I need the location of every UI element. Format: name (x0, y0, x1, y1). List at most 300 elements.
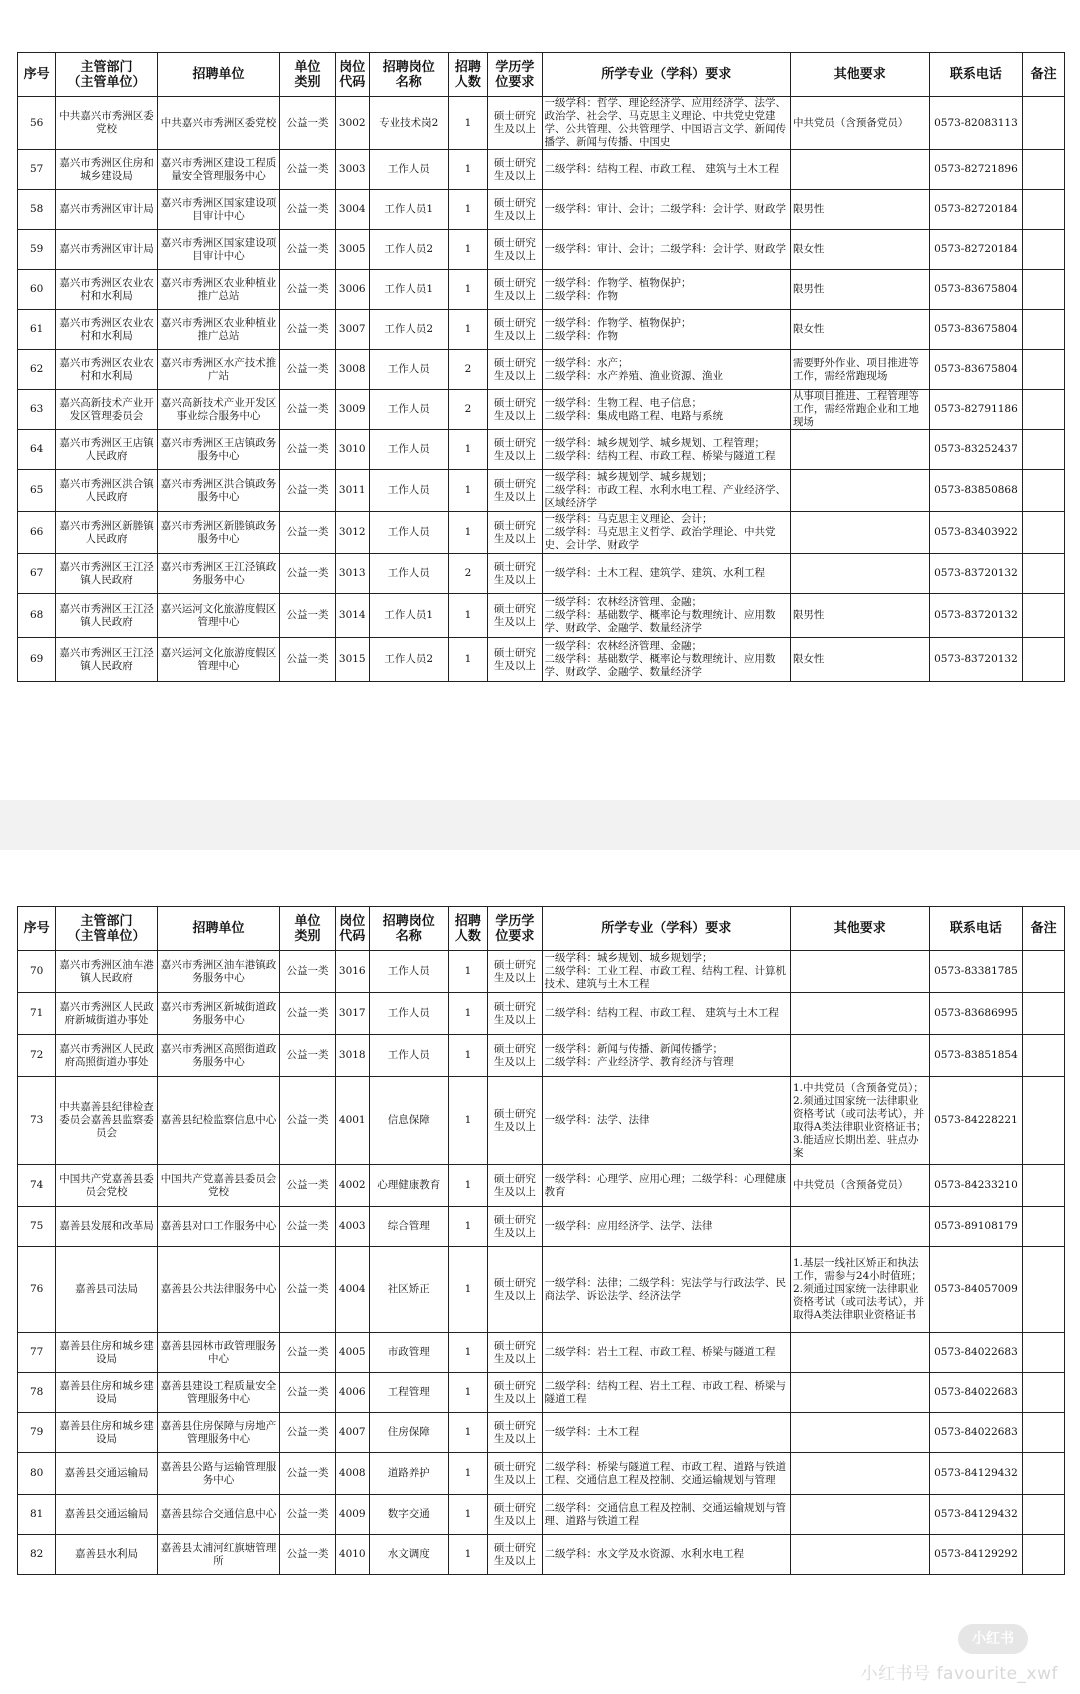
cell-post: 工作人员2 (369, 310, 448, 350)
cell-dept: 嘉兴市秀洲区油车港镇人民政府 (56, 951, 157, 993)
cell-unit: 嘉兴高新技术产业开发区事业综合服务中心 (157, 390, 280, 430)
cell-num: 1 (448, 190, 487, 230)
cell-phone: 0573-84129292 (929, 1535, 1023, 1575)
cell-phone: 0573-82083113 (929, 97, 1023, 150)
cell-major: 一级学科：水产； 二级学科：水产养殖、渔业资源、渔业 (542, 350, 790, 390)
cell-post: 工作人员 (369, 350, 448, 390)
cell-unit: 嘉兴市秀洲区新塍镇政务服务中心 (157, 512, 280, 554)
cell-edu: 硕士研究生及以上 (488, 470, 542, 512)
table-row (18, 390, 1065, 430)
cell-post: 工作人员 (369, 470, 448, 512)
cell-major: 一级学科：作物学、植物保护； 二级学科：作物 (542, 310, 790, 350)
cell-type: 公益一类 (280, 310, 335, 350)
table-row (18, 1535, 1065, 1575)
cell-seq: 68 (18, 594, 56, 638)
cell-dept: 嘉兴市秀洲区王江泾镇人民政府 (56, 594, 157, 638)
table-row (18, 512, 1065, 554)
cell-num: 1 (448, 594, 487, 638)
cell-type: 公益一类 (280, 150, 335, 190)
cell-code: 4005 (335, 1333, 369, 1373)
table-header-row (18, 907, 1065, 951)
col-num-header: 招聘 人数 (448, 53, 487, 97)
cell-seq: 62 (18, 350, 56, 390)
cell-note (1023, 1453, 1065, 1495)
cell-code: 3013 (335, 554, 369, 594)
cell-post: 工作人员1 (369, 270, 448, 310)
cell-phone: 0573-82720184 (929, 190, 1023, 230)
cell-post: 综合管理 (369, 1207, 448, 1247)
cell-edu: 硕士研究生及以上 (488, 270, 542, 310)
cell-dept: 嘉兴市秀洲区农业农村和水利局 (56, 310, 157, 350)
cell-phone: 0573-83675804 (929, 310, 1023, 350)
cell-seq: 56 (18, 97, 56, 150)
cell-note (1023, 638, 1065, 682)
cell-other: 限女性 (790, 230, 929, 270)
cell-type: 公益一类 (280, 230, 335, 270)
cell-major: 一级学科：新闻与传播、新闻传播学； 二级学科：产业经济学、教育经济与管理 (542, 1035, 790, 1077)
cell-edu: 硕士研究生及以上 (488, 1373, 542, 1413)
cell-note (1023, 470, 1065, 512)
cell-dept: 嘉善县交通运输局 (56, 1495, 157, 1535)
table-row (18, 1413, 1065, 1453)
cell-unit: 嘉兴运河文化旅游度假区管理中心 (157, 638, 280, 682)
cell-num: 1 (448, 1495, 487, 1535)
col-type-header: 单位 类别 (280, 907, 335, 951)
cell-dept: 嘉兴市秀洲区住房和城乡建设局 (56, 150, 157, 190)
table-row (18, 1247, 1065, 1333)
table-row (18, 1373, 1065, 1413)
cell-dept: 嘉善县司法局 (56, 1247, 157, 1333)
cell-dept: 嘉善县住房和城乡建设局 (56, 1373, 157, 1413)
cell-dept: 嘉兴市秀洲区新塍镇人民政府 (56, 512, 157, 554)
cell-code: 3002 (335, 97, 369, 150)
cell-note (1023, 1247, 1065, 1333)
cell-num: 1 (448, 1207, 487, 1247)
cell-major: 一级学科：生物工程、电子信息； 二级学科：集成电路工程、电路与系统 (542, 390, 790, 430)
cell-code: 3007 (335, 310, 369, 350)
cell-edu: 硕士研究生及以上 (488, 1535, 542, 1575)
cell-num: 1 (448, 230, 487, 270)
cell-post: 工程管理 (369, 1373, 448, 1413)
cell-phone: 0573-83252437 (929, 430, 1023, 470)
cell-other (790, 993, 929, 1035)
cell-note (1023, 1333, 1065, 1373)
cell-other: 限男性 (790, 594, 929, 638)
cell-num: 1 (448, 310, 487, 350)
cell-code: 4003 (335, 1207, 369, 1247)
cell-seq: 57 (18, 150, 56, 190)
cell-unit: 嘉兴市秀洲区洪合镇政务服务中心 (157, 470, 280, 512)
cell-type: 公益一类 (280, 638, 335, 682)
cell-unit: 嘉善县对口工作服务中心 (157, 1207, 280, 1247)
cell-post: 住房保障 (369, 1413, 448, 1453)
cell-note (1023, 190, 1065, 230)
cell-major: 一级学科：城乡规划学、城乡规划； 二级学科：市政工程、水利水电工程、产业经济学、区域经济学 (542, 470, 790, 512)
cell-edu: 硕士研究生及以上 (488, 350, 542, 390)
cell-phone: 0573-83720132 (929, 554, 1023, 594)
cell-phone: 0573-83851854 (929, 1035, 1023, 1077)
cell-dept: 嘉兴市秀洲区人民政府高照街道办事处 (56, 1035, 157, 1077)
table-row (18, 1495, 1065, 1535)
cell-other (790, 512, 929, 554)
cell-seq: 80 (18, 1453, 56, 1495)
cell-note (1023, 594, 1065, 638)
cell-type: 公益一类 (280, 97, 335, 150)
cell-post: 工作人员1 (369, 190, 448, 230)
cell-major: 二级学科：结构工程、岩土工程、市政工程、桥梁与隧道工程 (542, 1373, 790, 1413)
cell-major: 一级学科：法学、法律 (542, 1077, 790, 1165)
col-major-header: 所学专业（学科）要求 (542, 907, 790, 951)
table-row (18, 1453, 1065, 1495)
cell-major: 一级学科：法律；二级学科：宪法学与行政法学、民商法学、诉讼法学、经济法学 (542, 1247, 790, 1333)
cell-edu: 硕士研究生及以上 (488, 1413, 542, 1453)
cell-other (790, 1495, 929, 1535)
cell-edu: 硕士研究生及以上 (488, 1165, 542, 1207)
col-phone-header: 联系电话 (929, 907, 1023, 951)
cell-type: 公益一类 (280, 554, 335, 594)
cell-unit: 嘉兴市秀洲区水产技术推广站 (157, 350, 280, 390)
cell-type: 公益一类 (280, 270, 335, 310)
cell-major: 一级学科：哲学、理论经济学、应用经济学、法学、政治学、社会学、马克思主义理论、中共党史党建学、公共管理、公共管理学、中国语言文学、新闻传播学、新闻与传播、中国史 (542, 97, 790, 150)
cell-unit: 嘉善县综合交通信息中心 (157, 1495, 280, 1535)
cell-seq: 75 (18, 1207, 56, 1247)
cell-dept: 中共嘉善县纪律检查委员会嘉善县监察委员会 (56, 1077, 157, 1165)
cell-num: 1 (448, 1247, 487, 1333)
cell-post: 工作人员2 (369, 638, 448, 682)
cell-seq: 73 (18, 1077, 56, 1165)
cell-seq: 82 (18, 1535, 56, 1575)
cell-seq: 78 (18, 1373, 56, 1413)
cell-code: 3003 (335, 150, 369, 190)
cell-code: 3017 (335, 993, 369, 1035)
cell-num: 1 (448, 150, 487, 190)
cell-unit: 嘉善县纪检监察信息中心 (157, 1077, 280, 1165)
cell-unit: 嘉兴运河文化旅游度假区管理中心 (157, 594, 280, 638)
cell-post: 心理健康教育 (369, 1165, 448, 1207)
cell-code: 4006 (335, 1373, 369, 1413)
cell-other (790, 1035, 929, 1077)
cell-code: 3015 (335, 638, 369, 682)
cell-edu: 硕士研究生及以上 (488, 390, 542, 430)
cell-phone: 0573-83675804 (929, 350, 1023, 390)
cell-other (790, 1413, 929, 1453)
cell-phone: 0573-82721896 (929, 150, 1023, 190)
cell-unit: 中国共产党嘉善县委员会党校 (157, 1165, 280, 1207)
cell-other: 中共党员（含预备党员） (790, 1165, 929, 1207)
cell-unit: 嘉兴市秀洲区农业种植业推广总站 (157, 310, 280, 350)
cell-note (1023, 270, 1065, 310)
cell-note (1023, 150, 1065, 190)
cell-code: 3011 (335, 470, 369, 512)
cell-phone: 0573-83403922 (929, 512, 1023, 554)
cell-unit: 嘉善县公共法律服务中心 (157, 1247, 280, 1333)
cell-post: 道路养护 (369, 1453, 448, 1495)
cell-major: 一级学科：审计、会计；二级学科：会计学、财政学 (542, 190, 790, 230)
cell-major: 一级学科：审计、会计；二级学科：会计学、财政学 (542, 230, 790, 270)
cell-post: 工作人员2 (369, 230, 448, 270)
cell-num: 1 (448, 512, 487, 554)
cell-post: 工作人员 (369, 430, 448, 470)
recruitment-table-2 (17, 906, 1065, 1575)
cell-note (1023, 993, 1065, 1035)
cell-seq: 60 (18, 270, 56, 310)
cell-code: 4001 (335, 1077, 369, 1165)
col-unit-header: 招聘单位 (157, 53, 280, 97)
cell-dept: 嘉兴高新技术产业开发区管理委员会 (56, 390, 157, 430)
cell-other (790, 1207, 929, 1247)
cell-seq: 76 (18, 1247, 56, 1333)
cell-code: 3016 (335, 951, 369, 993)
cell-code: 3004 (335, 190, 369, 230)
cell-other (790, 430, 929, 470)
cell-other: 中共党员（含预备党员） (790, 97, 929, 150)
cell-unit: 嘉善县公路与运输管理服务中心 (157, 1453, 280, 1495)
cell-edu: 硕士研究生及以上 (488, 1247, 542, 1333)
table-row (18, 1333, 1065, 1373)
cell-num: 1 (448, 1077, 487, 1165)
cell-type: 公益一类 (280, 1535, 335, 1575)
cell-type: 公益一类 (280, 1373, 335, 1413)
table-header-row (18, 53, 1065, 97)
cell-unit: 嘉兴市秀洲区建设工程质量安全管理服务中心 (157, 150, 280, 190)
table-row (18, 470, 1065, 512)
cell-note (1023, 1373, 1065, 1413)
cell-type: 公益一类 (280, 951, 335, 993)
cell-edu: 硕士研究生及以上 (488, 1077, 542, 1165)
cell-seq: 59 (18, 230, 56, 270)
cell-unit: 嘉兴市秀洲区王江泾镇政务服务中心 (157, 554, 280, 594)
cell-dept: 嘉善县交通运输局 (56, 1453, 157, 1495)
cell-num: 1 (448, 97, 487, 150)
col-dept-header: 主管部门 （主管单位） (56, 53, 157, 97)
cell-note (1023, 554, 1065, 594)
cell-num: 1 (448, 1035, 487, 1077)
cell-seq: 70 (18, 951, 56, 993)
col-edu-header: 学历学 位要求 (488, 53, 542, 97)
document-page-1 (0, 0, 1080, 800)
cell-dept: 嘉兴市秀洲区人民政府新城街道办事处 (56, 993, 157, 1035)
cell-dept: 嘉善县住房和城乡建设局 (56, 1413, 157, 1453)
cell-type: 公益一类 (280, 1453, 335, 1495)
cell-edu: 硕士研究生及以上 (488, 97, 542, 150)
cell-seq: 58 (18, 190, 56, 230)
cell-note (1023, 1165, 1065, 1207)
cell-phone: 0573-84022683 (929, 1413, 1023, 1453)
cell-seq: 65 (18, 470, 56, 512)
table-row (18, 951, 1065, 993)
cell-dept: 嘉善县水利局 (56, 1535, 157, 1575)
cell-note (1023, 1035, 1065, 1077)
cell-type: 公益一类 (280, 594, 335, 638)
cell-major: 二级学科：结构工程、市政工程、 建筑与土木工程 (542, 993, 790, 1035)
cell-other: 1.中共党员（含预备党员）；2.须通过国家统一法律职业资格考试（或司法考试），并取得A类法律职业资格证书；3.能适应长期出差、驻点办案 (790, 1077, 929, 1165)
cell-post: 工作人员 (369, 993, 448, 1035)
cell-post: 专业技术岗2 (369, 97, 448, 150)
cell-unit: 嘉兴市秀洲区王店镇政务服务中心 (157, 430, 280, 470)
cell-phone: 0573-83381785 (929, 951, 1023, 993)
cell-other (790, 1453, 929, 1495)
watermark-badge: 小红书 (958, 1624, 1028, 1654)
cell-phone: 0573-84129432 (929, 1453, 1023, 1495)
cell-post: 市政管理 (369, 1333, 448, 1373)
cell-edu: 硕士研究生及以上 (488, 638, 542, 682)
cell-major: 二级学科：水文学及水资源、水利水电工程 (542, 1535, 790, 1575)
cell-major: 一级学科：农林经济管理、金融； 二级学科：基础数学、概率论与数理统计、应用数学、财政学、金融学、数量经济学 (542, 638, 790, 682)
cell-other (790, 470, 929, 512)
cell-other (790, 951, 929, 993)
cell-phone: 0573-82791186 (929, 390, 1023, 430)
cell-unit: 嘉兴市秀洲区农业种植业推广总站 (157, 270, 280, 310)
col-seq-header: 序号 (18, 907, 56, 951)
cell-code: 3009 (335, 390, 369, 430)
col-other-header: 其他要求 (790, 53, 929, 97)
cell-note (1023, 97, 1065, 150)
cell-phone: 0573-83850868 (929, 470, 1023, 512)
cell-edu: 硕士研究生及以上 (488, 230, 542, 270)
cell-post: 信息保障 (369, 1077, 448, 1165)
cell-code: 4009 (335, 1495, 369, 1535)
cell-type: 公益一类 (280, 1077, 335, 1165)
cell-post: 工作人员 (369, 390, 448, 430)
cell-dept: 嘉善县发展和改革局 (56, 1207, 157, 1247)
cell-num: 1 (448, 1373, 487, 1413)
cell-other: 需要野外作业、项目推进等工作，需经常跑现场 (790, 350, 929, 390)
cell-edu: 硕士研究生及以上 (488, 150, 542, 190)
cell-num: 2 (448, 390, 487, 430)
cell-phone: 0573-84129432 (929, 1495, 1023, 1535)
table-row (18, 230, 1065, 270)
cell-note (1023, 1535, 1065, 1575)
cell-major: 二级学科：岩土工程、市政工程、桥梁与隧道工程 (542, 1333, 790, 1373)
cell-seq: 67 (18, 554, 56, 594)
cell-post: 社区矫正 (369, 1247, 448, 1333)
cell-other: 从事项目推进、工程管理等工作，需经常跑企业和工地现场 (790, 390, 929, 430)
cell-seq: 61 (18, 310, 56, 350)
cell-other: 限女性 (790, 310, 929, 350)
table-row (18, 1077, 1065, 1165)
cell-seq: 79 (18, 1413, 56, 1453)
cell-edu: 硕士研究生及以上 (488, 951, 542, 993)
cell-other (790, 554, 929, 594)
cell-other: 1.基层一线社区矫正和执法工作，需参与24小时值班；2.须通过国家统一法律职业资格考试（或司法考试），并取得A类法律职业资格证书 (790, 1247, 929, 1333)
cell-edu: 硕士研究生及以上 (488, 594, 542, 638)
cell-note (1023, 1207, 1065, 1247)
cell-unit: 嘉兴市秀洲区新城街道政务服务中心 (157, 993, 280, 1035)
cell-phone: 0573-83675804 (929, 270, 1023, 310)
cell-phone: 0573-83686995 (929, 993, 1023, 1035)
cell-other (790, 1535, 929, 1575)
cell-num: 1 (448, 1165, 487, 1207)
table-row (18, 638, 1065, 682)
col-code-header: 岗位 代码 (335, 53, 369, 97)
cell-post: 工作人员 (369, 1035, 448, 1077)
cell-phone: 0573-84228221 (929, 1077, 1023, 1165)
cell-type: 公益一类 (280, 390, 335, 430)
cell-code: 3005 (335, 230, 369, 270)
table-row (18, 190, 1065, 230)
cell-edu: 硕士研究生及以上 (488, 512, 542, 554)
cell-note (1023, 350, 1065, 390)
cell-phone: 0573-89108179 (929, 1207, 1023, 1247)
cell-seq: 64 (18, 430, 56, 470)
cell-major: 一级学科：城乡规划、城乡规划学； 二级学科：工业工程、市政工程、结构工程、计算机技术、建筑与土木工程 (542, 951, 790, 993)
col-edu-header: 学历学 位要求 (488, 907, 542, 951)
table-row (18, 430, 1065, 470)
cell-num: 1 (448, 638, 487, 682)
cell-unit: 中共嘉兴市秀洲区委党校 (157, 97, 280, 150)
cell-code: 3008 (335, 350, 369, 390)
cell-major: 一级学科：心理学、应用心理；二级学科：心理健康教育 (542, 1165, 790, 1207)
cell-code: 3010 (335, 430, 369, 470)
cell-dept: 嘉兴市秀洲区王江泾镇人民政府 (56, 638, 157, 682)
recruitment-table-1 (17, 52, 1065, 682)
table-row (18, 350, 1065, 390)
col-phone-header: 联系电话 (929, 53, 1023, 97)
cell-seq: 72 (18, 1035, 56, 1077)
cell-dept: 嘉善县住房和城乡建设局 (56, 1333, 157, 1373)
table-row (18, 150, 1065, 190)
cell-unit: 嘉善县太浦河红旗塘管理所 (157, 1535, 280, 1575)
cell-num: 1 (448, 470, 487, 512)
watermark-text: 小红书号 favourite_xwf (860, 1664, 1058, 1684)
cell-note (1023, 512, 1065, 554)
cell-seq: 69 (18, 638, 56, 682)
cell-note (1023, 951, 1065, 993)
cell-edu: 硕士研究生及以上 (488, 1207, 542, 1247)
cell-code: 3014 (335, 594, 369, 638)
cell-phone: 0573-83720132 (929, 594, 1023, 638)
cell-post: 工作人员 (369, 150, 448, 190)
cell-num: 1 (448, 430, 487, 470)
cell-code: 4004 (335, 1247, 369, 1333)
cell-phone: 0573-84022683 (929, 1333, 1023, 1373)
table-row (18, 1035, 1065, 1077)
table-row (18, 554, 1065, 594)
cell-code: 4002 (335, 1165, 369, 1207)
cell-code: 4008 (335, 1453, 369, 1495)
cell-note (1023, 230, 1065, 270)
cell-code: 3006 (335, 270, 369, 310)
cell-major: 一级学科：城乡规划学、城乡规划、工程管理； 二级学科：结构工程、市政工程、桥梁与隧道工程 (542, 430, 790, 470)
cell-dept: 中国共产党嘉善县委员会党校 (56, 1165, 157, 1207)
cell-edu: 硕士研究生及以上 (488, 1035, 542, 1077)
cell-phone: 0573-84022683 (929, 1373, 1023, 1413)
cell-edu: 硕士研究生及以上 (488, 554, 542, 594)
table-row (18, 594, 1065, 638)
cell-note (1023, 1495, 1065, 1535)
cell-unit: 嘉兴市秀洲区高照街道政务服务中心 (157, 1035, 280, 1077)
cell-unit: 嘉善县住房保障与房地产管理服务中心 (157, 1413, 280, 1453)
cell-code: 3018 (335, 1035, 369, 1077)
col-dept-header: 主管部门 （主管单位） (56, 907, 157, 951)
cell-type: 公益一类 (280, 350, 335, 390)
col-num-header: 招聘 人数 (448, 907, 487, 951)
table-row (18, 1207, 1065, 1247)
cell-unit: 嘉兴市秀洲区油车港镇政务服务中心 (157, 951, 280, 993)
cell-note (1023, 430, 1065, 470)
cell-type: 公益一类 (280, 1413, 335, 1453)
col-code-header: 岗位 代码 (335, 907, 369, 951)
cell-edu: 硕士研究生及以上 (488, 430, 542, 470)
cell-dept: 中共嘉兴市秀洲区委党校 (56, 97, 157, 150)
col-unit-header: 招聘单位 (157, 907, 280, 951)
cell-seq: 74 (18, 1165, 56, 1207)
cell-dept: 嘉兴市秀洲区洪合镇人民政府 (56, 470, 157, 512)
cell-unit: 嘉善县园林市政管理服务中心 (157, 1333, 280, 1373)
table-row (18, 993, 1065, 1035)
cell-major: 一级学科：土木工程 (542, 1413, 790, 1453)
cell-post: 水文调度 (369, 1535, 448, 1575)
